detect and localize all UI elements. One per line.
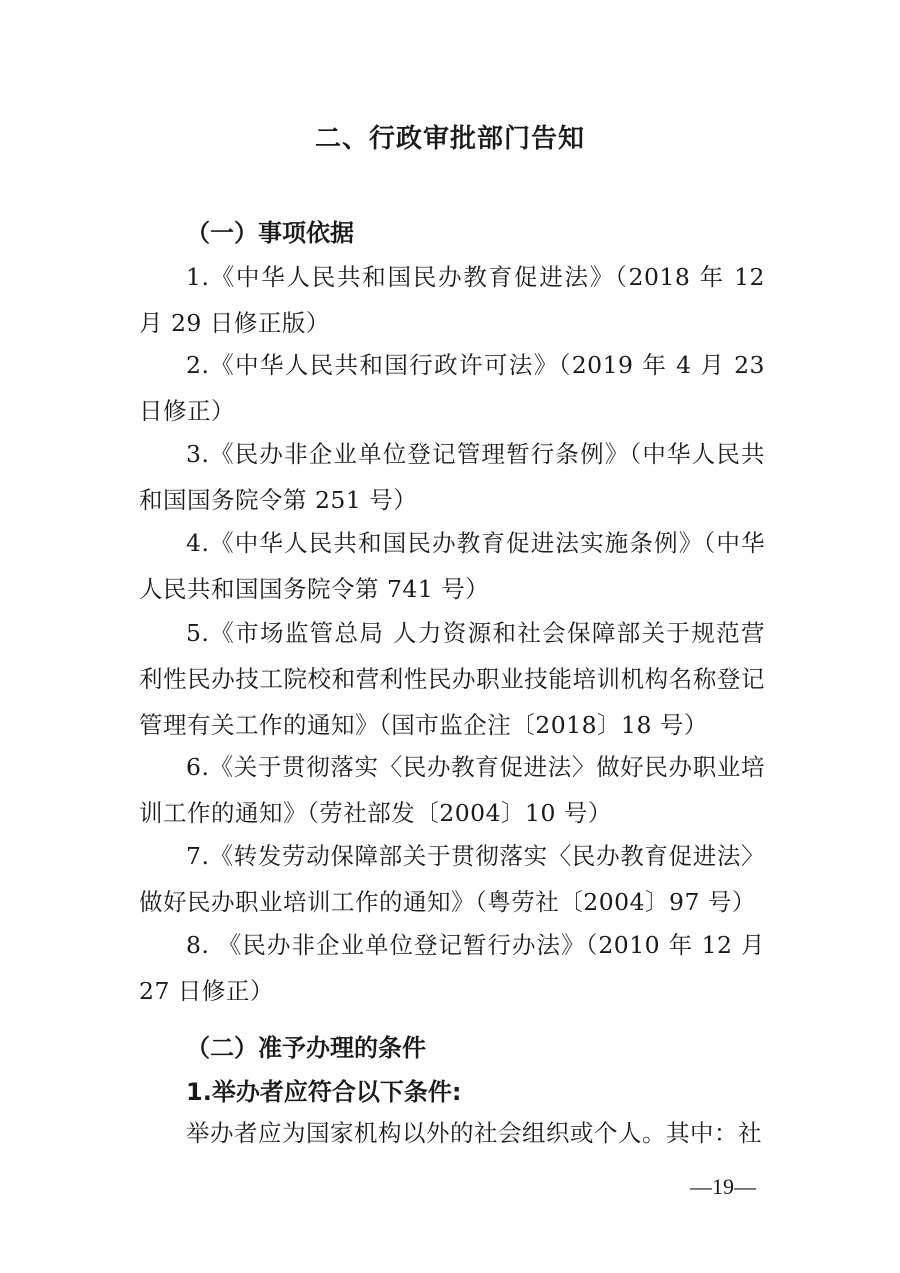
section-heading-conditions: （二）准予办理的条件 (186, 1034, 426, 1062)
basis-item-3: 3.《民办非企业单位登记管理暂行条例》（中华人民共和国国务院令第 251 号） (139, 440, 765, 514)
basis-item-4: 4.《中华人民共和国民办教育促进法实施条例》（中华人民共和国国务院令第 741 号） (139, 529, 765, 603)
basis-item-2: 2.《中华人民共和国行政许可法》（2019 年 4 月 23 日修正） (139, 351, 765, 425)
basis-item-6: 6.《关于贯彻落实〈民办教育促进法〉做好民办职业培训工作的通知》（劳社部发〔2004〕10 号） (139, 753, 765, 827)
page-title: 二、行政审批部门告知 (314, 124, 585, 154)
subheading-organizer-conditions: 1.举办者应符合以下条件: (186, 1078, 462, 1106)
basis-item-5: 5.《市场监管总局 人力资源和社会保障部关于规范营利性民办技工院校和营利性民办职业技能培训机构名称登记管理有关工作的通知》（国市监企注〔2018〕18 号） (139, 619, 765, 739)
page-number: —19— (690, 1174, 756, 1199)
basis-item-7: 7.《转发劳动保障部关于贯彻落实〈民办教育促进法〉做好民办职业培训工作的通知》（粤劳社〔2004〕97 号） (139, 842, 765, 916)
section-heading-basis: （一）事项依据 (186, 219, 354, 247)
organizer-paragraph: 举办者应为国家机构以外的社会组织或个人。其中：社 (186, 1119, 762, 1147)
basis-item-1: 1.《中华人民共和国民办教育促进法》（2018 年 12 月 29 日修正版） (139, 263, 765, 337)
basis-item-8: 8. 《民办非企业单位登记暂行办法》（2010 年 12 月 27 日修正） (139, 931, 765, 1005)
